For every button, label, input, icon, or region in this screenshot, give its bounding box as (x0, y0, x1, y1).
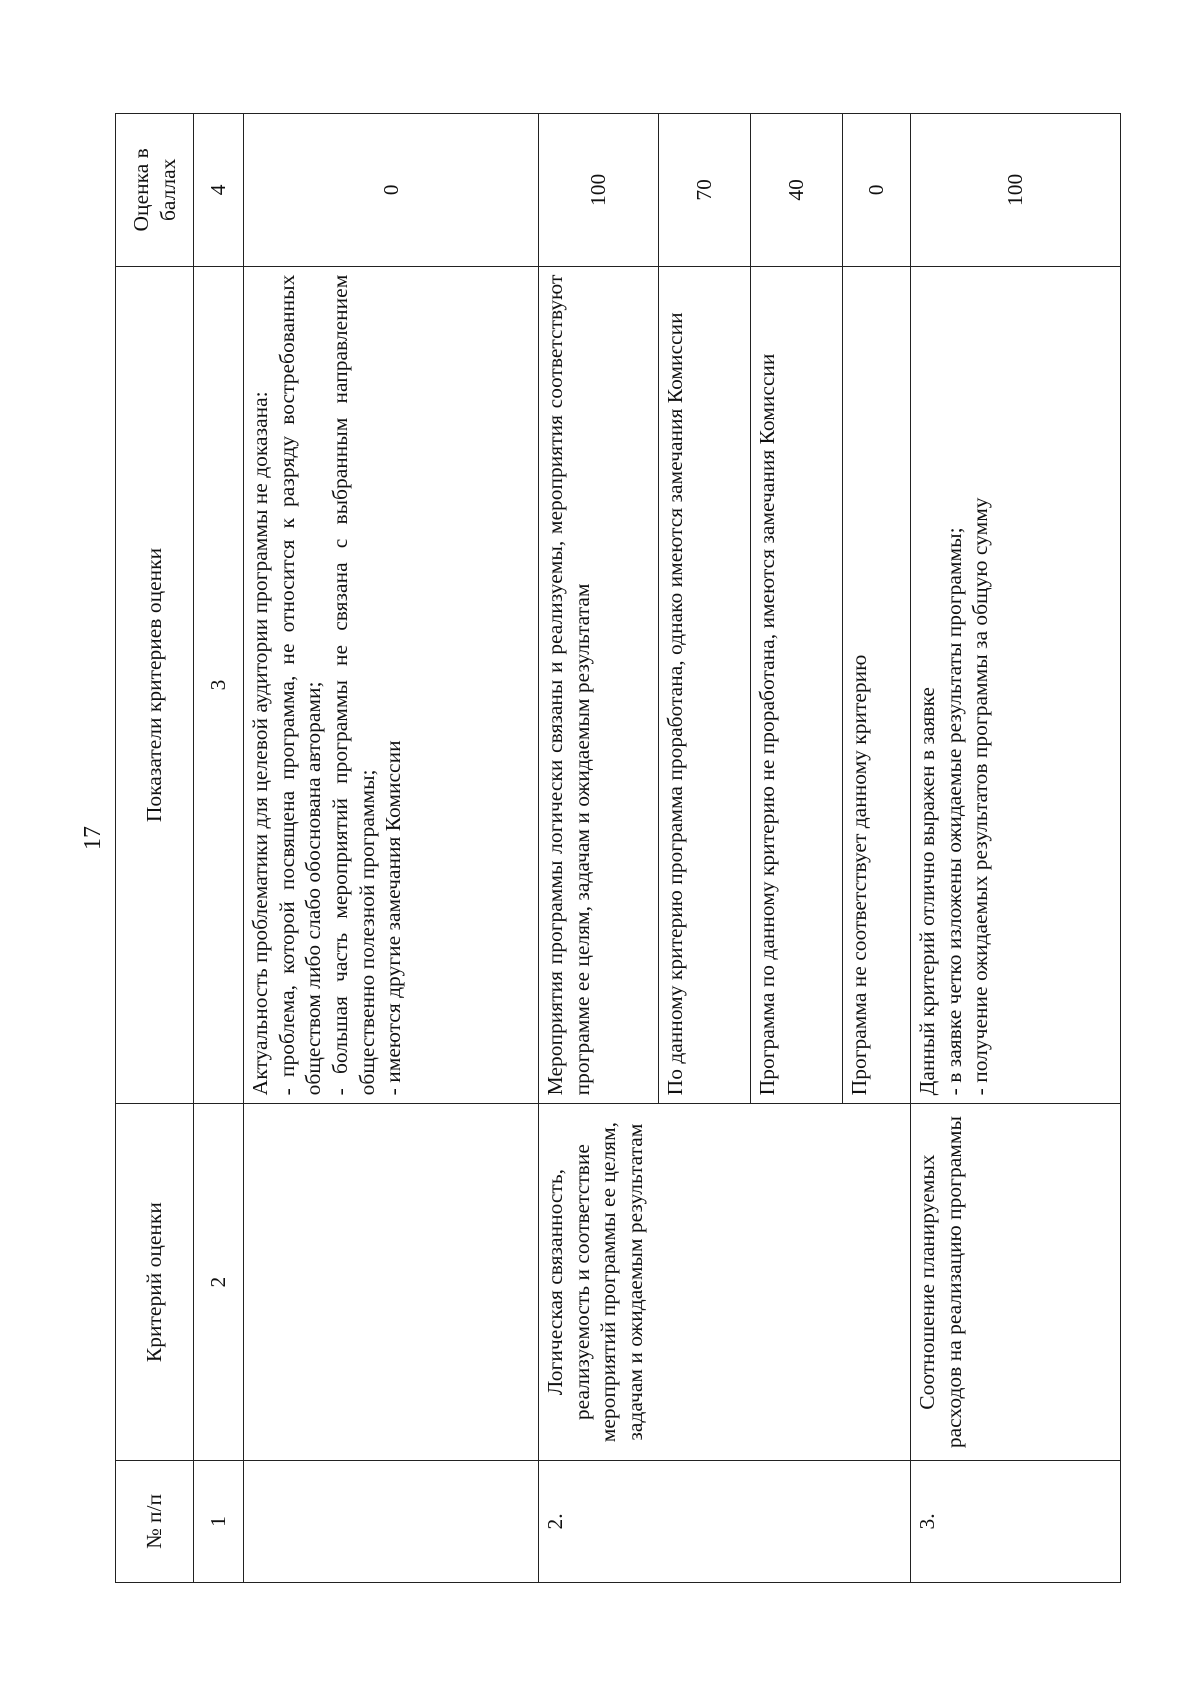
indicator-line: Программа не соответствует данному критерию (847, 654, 871, 1096)
indicator-line: Данный критерий отлично выражен в заявке (915, 687, 939, 1096)
row-score: 70 (659, 114, 751, 267)
row-score: 100 (539, 114, 659, 267)
indicator-line: Актуальность проблематики для целевой аудитории программы не доказана: (248, 391, 272, 1096)
column-number-row (194, 114, 244, 1583)
header-row (116, 114, 194, 1583)
row-score: 40 (751, 114, 843, 267)
column-number: 1 (194, 1460, 244, 1582)
row-indicator (751, 266, 843, 1104)
indicator-line: По данному критерию программа проработана, однако имеются замечания Комиссии (663, 312, 687, 1096)
row-indicator (659, 266, 751, 1104)
header-indicators: Показатели критериев оценки (116, 266, 194, 1104)
row-criterion: Соотношение планируемых расходов на реализацию программы (911, 1104, 1121, 1461)
column-number: 4 (194, 114, 244, 267)
row-criterion: Логическая связанность, реализуемость и соответствие мероприятий программы ее целям, задачам и ожидаемым результатам (539, 1104, 911, 1461)
header-criterion: Критерий оценки (116, 1104, 194, 1461)
row-score: 0 (244, 114, 539, 267)
header-score: Оценка в баллах (116, 114, 194, 267)
row-num: 3. (911, 1460, 1121, 1582)
row-num (244, 1460, 539, 1582)
row-num: 2. (539, 1460, 911, 1582)
row-indicator (843, 266, 911, 1104)
header-num: № п/п (116, 1460, 194, 1582)
rotated-table-container (115, 113, 1120, 1583)
indicator-line: - получение ожидаемых результатов программы за общую сумму (968, 497, 993, 1096)
column-number: 2 (194, 1104, 244, 1461)
indicator-line: - большая часть мероприятий программы не связана с выбранным направлением общественно полезной программы; (327, 274, 379, 1096)
row-indicator (539, 266, 659, 1104)
page-number: 17 (80, 826, 106, 850)
row-indicator (244, 266, 539, 1104)
indicator-line: Мероприятия программы логически связаны и реализуемы, мероприятия соответствуют программе ее целям, задачам и ожидаемым результатам (543, 274, 594, 1096)
column-number: 3 (194, 266, 244, 1104)
table-row (539, 114, 659, 1583)
indicator-line: Программа по данному критерию не проработана, имеются замечания Комиссии (755, 353, 779, 1096)
indicator-line: - в заявке четко изложены ожидаемые результаты программы; (941, 527, 966, 1096)
row-indicator (911, 266, 1121, 1104)
criteria-table (115, 113, 1121, 1583)
row-score: 0 (843, 114, 911, 267)
table-row (244, 114, 539, 1583)
row-criterion (244, 1104, 539, 1461)
row-score: 100 (911, 114, 1121, 267)
indicator-line: - проблема, которой посвящена программа, не относится к разряду востребованных обществом либо слабо обоснована авторами; (274, 274, 326, 1096)
table-row (911, 114, 1121, 1583)
indicator-line: - имеются другие замечания Комиссии (381, 740, 406, 1096)
